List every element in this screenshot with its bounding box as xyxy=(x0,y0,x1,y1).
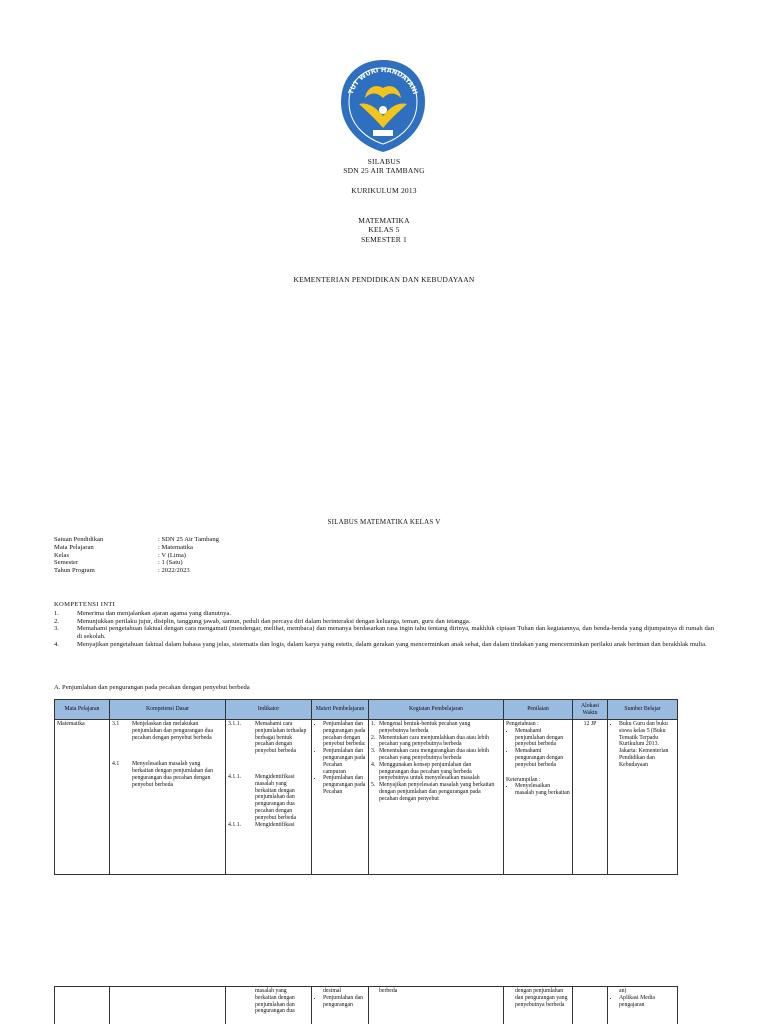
ki-number: 2. xyxy=(54,617,59,625)
cover-school: SDN 25 AIR TAMBANG xyxy=(343,166,425,175)
materi-item: • Penjumlahan dan pengurangan pada Pecahan campuran xyxy=(323,748,366,775)
ki-text: Memahami pengetahuan faktual dengan cara mengamati (mendengar, melihat, membaca) dan menanya berdasarkan rasa ingin tahu tentang dirinya, makhluk ciptaan Tuhan dan kegiatannya, dan benda-benda yang dijumpainya di rumah dan di sekolah. xyxy=(77,625,714,641)
indikator-number: 3.1.1. xyxy=(228,721,242,727)
info-label: Semester xyxy=(54,559,79,567)
tut-wuri-handayani-logo xyxy=(337,58,429,154)
kegiatan-item xyxy=(371,762,501,782)
info-label: Kelas xyxy=(54,551,70,559)
kd-text: Menjelaskan dan melakukan penjumlahan dan pengurangan dua pecahan dengan penyebut berbeda xyxy=(132,721,213,741)
cell-alokasi xyxy=(573,987,608,1024)
info-label: Mata Pelajaran xyxy=(54,543,94,551)
info-label: Tahun Program xyxy=(54,567,95,575)
cover-ministry: KEMENTERIAN PENDIDIKAN DAN KEBUDAYAAN xyxy=(293,275,475,284)
ki-text: Menunjukkan perilaku jujur, disiplin, tanggung jawab, santun, peduli dan percaya diri dalam berinteraksi dengan keluarga, teman, guru dan tetangga. xyxy=(77,617,471,625)
materi-item: • Penjumlahan dan pengurangan pada pecahan dengan penyebut berbeda: xyxy=(323,721,366,748)
kd-text: Menyelesaikan masalah yang berkaitan dengan penjumlahan dan pengurangan dua pecahan dengan penyebut berbeda xyxy=(132,761,213,788)
info-value: : 2022/2023 xyxy=(158,567,190,575)
kegiatan-item xyxy=(371,748,501,762)
header-mapel: Mata Pelajaran xyxy=(55,700,110,720)
sumber-item: • Buku Guru dan buku siswa kelas 5 (Buku Tematik Terpadu Kurikulum 2013. Jakarta: Kementerian Pendidikan dan Kebudayaan xyxy=(619,721,675,769)
cover-semester: SEMESTER 1 xyxy=(361,235,407,244)
kegiatan-text: Menggunakan konsep penjumlahan dan pengurangan dua pecahan yang berbeda penyebutnya untuk menyelesaikan masalah xyxy=(379,761,480,782)
cell-alokasi: 12 JP xyxy=(573,720,608,875)
ki-text: Menyajikan pengetahuan faktual dalam bahasa yang jelas, sistematis dan logis, dalam karya yang estetis, dalam gerakan yang mencerminkan anak sehat, dan dalam tindakan yang mencerminkan perilaku anak beriman dan berakhlak mulia. xyxy=(77,640,707,648)
penilaian-heading: Keterampilan : xyxy=(506,776,541,783)
ki-number: 4. xyxy=(54,640,59,648)
info-value: : 1 (Satu) xyxy=(158,559,183,567)
header-alokasi: Alokasi Waktu xyxy=(573,700,608,720)
info-label: Satuan Pendidikan xyxy=(54,536,104,543)
kegiatan-text: Menentukan cara mengurangkan dua atau lebih pecahan yang penyebutnya berbeda xyxy=(379,748,489,761)
kompetensi-inti xyxy=(54,601,714,649)
document-title: SILABUS MATEMATIKA KELAS V xyxy=(327,518,441,526)
ki-item xyxy=(54,618,714,626)
indikator-text: Mengidentifikasi masalah yang berkaitan dengan penjumlahan dan pengurangan dua pecahan dengan penyebut berbeda xyxy=(255,773,297,821)
indikator-text: Memahami cara penjumlahan terhadap berbagai bentuk pecahan dengan penyebut berbeda xyxy=(255,721,307,755)
cover-title: SILABUS xyxy=(367,157,401,166)
penilaian-item: • Menyelesaikan masalah yang berkaitan xyxy=(515,783,570,797)
section-a-heading: A. Penjumlahan dan pengurangan pada pecahan dengan penyebut berbeda xyxy=(54,684,250,691)
cell-kegiatan: berbeda xyxy=(369,987,504,1024)
cell-materi xyxy=(312,987,369,1024)
header-kd: Kompetensi Dasar xyxy=(110,700,226,720)
cell-kegiatan xyxy=(369,720,504,875)
cell-kd xyxy=(110,987,226,1024)
kegiatan-number: 4. xyxy=(371,761,376,768)
table-row xyxy=(55,720,678,875)
ki-item xyxy=(54,625,714,641)
cell-mapel: Matematika xyxy=(55,720,110,875)
table-row xyxy=(55,987,678,1024)
ki-number: 3. xyxy=(54,625,59,633)
penilaian-item: • Memahami penjumlahan dengan penyebut berbeda xyxy=(515,728,570,748)
kegiatan-item xyxy=(371,735,501,749)
table-header-row xyxy=(55,700,678,720)
cell-penilaian: dengan penjumlahan dan pengurangan yang penyebutnya berbeda xyxy=(504,987,573,1024)
cover-grade: KELAS 5 xyxy=(368,225,400,234)
cover-subject: MATEMATIKA xyxy=(358,216,410,225)
kd-number: 4.1 xyxy=(112,761,120,768)
ki-number: 1. xyxy=(54,609,59,617)
header-indikator: Indikator xyxy=(226,700,312,720)
sumber-item: • Aplikasi Media pengajaran xyxy=(619,995,675,1009)
cell-mapel xyxy=(55,987,110,1024)
ki-item xyxy=(54,641,714,649)
info-value: : Matematika xyxy=(158,543,193,551)
syllabus-table-continued xyxy=(54,986,678,1024)
kegiatan-item xyxy=(371,782,501,802)
kegiatan-text: Menyajikan penyelesaian masalah yang berkaitan dengan penjumlahan dan pengurangan pada pecahan dengan penyebut xyxy=(379,782,495,802)
kegiatan-number: 1. xyxy=(371,721,376,727)
cell-materi xyxy=(312,720,369,875)
indikator-text: Mengidentifikasi xyxy=(255,821,295,828)
logo-motto: TUT WURI HANDAYANI xyxy=(346,65,420,96)
kegiatan-text: Mengenal bentuk-bentuk pecahan yang penyebutnya berbeda xyxy=(379,721,471,734)
indikator-number: 4.1.1. xyxy=(228,773,242,780)
kd-item xyxy=(112,761,223,788)
indikator-item xyxy=(228,822,309,829)
header-penilaian: Penilaian xyxy=(504,700,573,720)
cell-sumber xyxy=(608,987,678,1024)
materi-continued: desimal xyxy=(323,988,342,994)
indikator-number: 4.1.1. xyxy=(228,821,242,828)
header-materi: Materi Pembelajaran xyxy=(312,700,369,720)
info-value: : V (Lima) xyxy=(158,551,186,559)
logo-book xyxy=(373,130,393,136)
penilaian-heading: Pengetahuan : xyxy=(506,721,539,727)
indikator-item xyxy=(228,721,309,755)
header-kegiatan: Kegiatan Pembelajaran xyxy=(369,700,504,720)
kegiatan-number: 5. xyxy=(371,782,376,789)
cell-indikator xyxy=(226,720,312,875)
ki-heading: KOMPETENSI INTI xyxy=(54,601,116,608)
syllabus-table xyxy=(54,699,678,875)
ki-text: Menerima dan menjalankan ajaran agama yang dianutnya. xyxy=(77,609,231,617)
kegiatan-item xyxy=(371,721,501,735)
kd-number: 3.1 xyxy=(112,721,120,727)
sumber-continued: an) xyxy=(619,988,627,994)
kegiatan-number: 3. xyxy=(371,748,376,755)
indikator-item xyxy=(228,774,309,822)
ki-item xyxy=(54,610,714,618)
kd-item xyxy=(112,721,223,741)
kegiatan-text: Menentukan cara menjumlahkan dua atau lebih pecahan yang penyebutnya berbeda xyxy=(379,734,489,748)
cell-penilaian xyxy=(504,720,573,875)
cell-kd xyxy=(110,720,226,875)
cell-sumber xyxy=(608,720,678,875)
materi-item: • Penjumlahan dan pengurangan pada Pecahan xyxy=(323,775,366,795)
identity-block xyxy=(54,536,219,575)
cell-indikator: masalah yang berkaitan dengan penjumlahan dan pengurangan dua xyxy=(226,987,312,1024)
info-value: : SDN 25 Air Tambang xyxy=(158,536,219,543)
kegiatan-number: 2. xyxy=(371,734,376,741)
cover-curriculum: KURIKULUM 2013 xyxy=(351,186,417,195)
materi-item: • Penjumlahan dan pengurangan xyxy=(323,995,366,1009)
penilaian-item: • Memahami pengurangan dengan penyebut berbeda xyxy=(515,748,570,768)
header-sumber: Sumber Belajar xyxy=(608,700,678,720)
